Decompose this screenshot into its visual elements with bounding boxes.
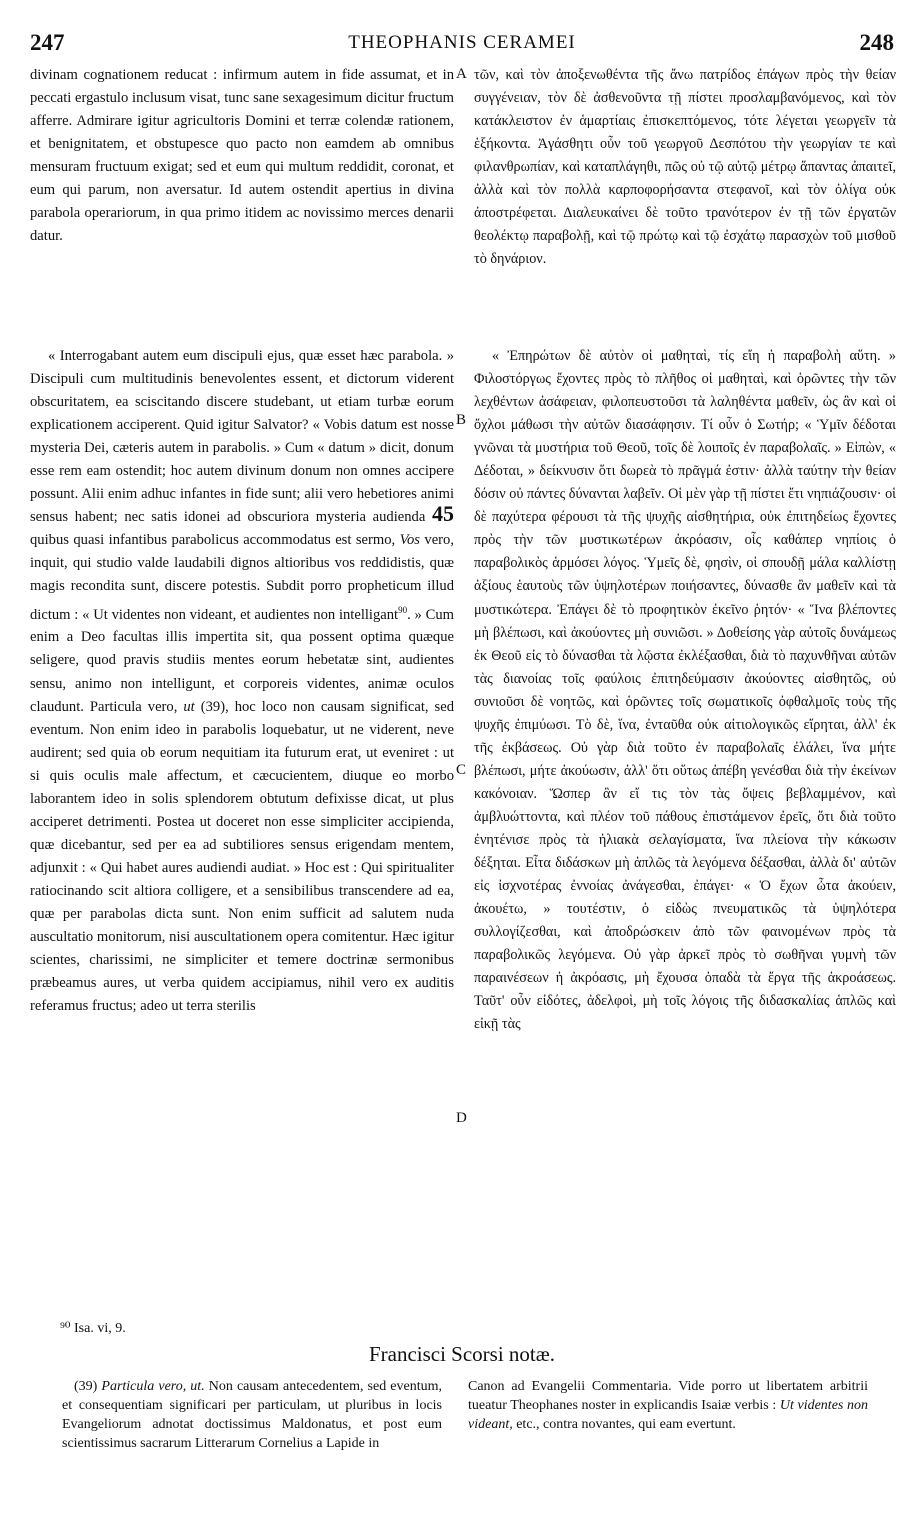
latin-text: divinam cognationem reducat : infirmum autem in fide assumat, et in peccati ergastulo inclusum visat, tunc sane sexagesimum dicitur fructum afferre. Admirare igitur agricultoris Domini et terræ colendæ rationem, et benignitatem, et obstupesce quo pacto non eamdem ab omnibus mensuram fructuum exigat; sed et eum qui multum reddidit, coronat, et eum qui parum, non aversatur. Id autem ostendit apertius in divina parabola operariorum, in qua primo itidem ac novissimo merces denarii datur. [30, 67, 454, 245]
latin-italic: Vos [399, 532, 420, 549]
notes-left-column [62, 1377, 442, 1453]
latin-text-segment: « Interrogabant autem eum discipuli ejus, quæ esset hæc parabola. » Discipuli cum multitudinis benevolentes essent, et dictorum viderent obscuritatem, ea sciscitando discere studebant, ut etiam turbæ eorum explicationem acciperent. Quid igitur Salvator? « Vobis datum est nosse mysteria Dei, cæteris autem in parabolis. » Cum « datum » dicit, donum esse rem eam ostendit; hoc autem divinum donum non omnes accipere possunt. Alii enim adhuc infantes in fide sunt; alii vero hebetiores animi sensus habent; nec satis idonei ad obscuriora mysteria audienda [30, 348, 454, 526]
latin-text-segment: . » Cum enim a Deo facultas illis impertita sit, qua possent optima quæque seligere, quod pravis studiis mentes eorum hebetatæ sint, audientes sensu, animo non intelligunt, et corporeis videntes, animæ oculos claudunt. Particula vero, [30, 606, 455, 715]
margin-letter-b: B [456, 412, 467, 428]
note-italic: Ut videntes non videant, [468, 1398, 868, 1432]
latin-text-segment: (39), hoc loco non causam significat, sed eventum. Non enim ideo in parabolis loquebatur, ut ne viderent, neve audirent; sed quia ob eorum nequitiam ita futurum erat, ut eveniret : ut si quis oculis male affectum, et cæcucientem, diuque eo morbo laborantem ideo in solis splendorem obtutum defixisse dicat, ut plus acciperet detrimenti. Postea ut doceret non esse simpliciter accipienda, quæ dicebantur, sed per ea ad subtiliores sensus erigendam mentem, adjunxit : « Qui habet aures audiendi audiat. » Hoc est : Qui spiritualiter ratiocinando scit altiora colligere, et a sensibilibus transcendere ad ea, quæ per parabolas dicta sunt. Non enim sufficit ad salutem nuda auscultatio monitorum, nisi auscultationem opera comitentur. Hæc igitur scientes, charissimi, ne simpliciter et temere doctrinæ sermonibus præbeamus aures, ut verba quidem accipiamus, nihil vero ex auditis referamus fructus; adeo ut terra sterilis [30, 698, 454, 1015]
latin-italic: ut [183, 698, 195, 715]
page-number-left: 247 [30, 30, 65, 55]
footnote-marker: 90 [398, 604, 408, 615]
note-number: (39) [74, 1379, 98, 1394]
note-text: etc., contra novantes, qui eam evertunt. [516, 1417, 736, 1432]
greek-paragraph-2 [474, 345, 896, 1036]
notes-right-column [468, 1377, 868, 1434]
margin-letter-d: D [456, 1110, 467, 1126]
note-text: Canon ad Evangelii Commentaria. Vide porro ut libertatem arbitrii tueatur Theophanes noster in explicandis Isaiæ verbis : [468, 1379, 868, 1413]
running-head [30, 30, 894, 60]
note-lemma: Particula vero, ut. [101, 1379, 205, 1394]
latin-text-segment: vero, inquit, qui studio valde laudabili dignos altioribus vos reddidistis, quæ magis recondita sunt, discere potestis. Subdit porro propheticum illud dictum : « Ut videntes non videant, et audientes non intelligant [30, 532, 454, 623]
greek-text: « Ἐπηρώτων δὲ αὐτὸν οἱ μαθηταὶ, τίς εἴη ἡ παραβολὴ αὕτη. » Φιλοστόργως ἔχοντες πρὸς τὸ πλῆθος οἱ μαθηταὶ, καὶ ὁρῶντες τὴν τῶν λεχθέντων ἀσάφειαν, φιλοπευστοῦσι τὰ λαληθέντα μαθεῖν, ὡς ἂν καὶ οἱ ὄχλοι μάθωσι τὴν αὐτῶν διασάφησιν. Τί οὖν ὁ Σωτήρ; « Ὑμῖν δέδοται γνῶναι τὰ μυστήρια τοῦ Θεοῦ, τοῖς δὲ λοιποῖς ἐν παραβολαῖς. » Εἰπὼν, « Δέδοται, » δείκνυσιν ὅτι δωρεὰ τὸ πρᾶγμά ἐστιν· ἀλλὰ ταύτην τὴν θείαν δόσιν οὐ πάντες δύνανται λαβεῖν. Οἱ μὲν γὰρ τῇ πίστει ἔτι νηπιάζουσιν· οἱ δὲ παχύτερα φέρουσι τὰ τῆς ψυχῆς αἰσθητήρια, οὐκ ἐπιτηδείως ἔχοντες πρὸς τὴν τῶν μυστικωτέρων ἀκρόασιν, οἷς καθάπερ νηπίοις ὁ παραβολικὸς ἁρμόσει λόγος. Ὑμεῖς δὲ, φησὶν, οἱ σπουδῇ μάλα καλλίστῃ ἀξίους ἑαυτοὺς τῶν ὑψηλοτέρων ποιήσαντες, δύνασθε ἂν μαθεῖν καὶ τὰ μυστικώτερα. Ἐπάγει δὲ τὸ προφητικὸν ἐκεῖνο ῥητόν· « Ἵνα βλέποντες μὴ βλέπωσι, καὶ ἀκούοντες μὴ συνιῶσι. » Δοθείσης γὰρ αὐτοῖς δυνάμεως ἐκ Θεοῦ εἰς τὸ δύνασθαι τὰ λῷστα ἐκλέξασθαι, διὰ τὸ παχυνθῆναι αὐτῶν τὰς διανοίας τοῖς φαύλοις ἐπιτηδεύμασιν ἀκούοντες αἰσθητῶς, οὐ συνιοῦσι δὲ νοητῶς, καὶ ὁρῶντες τοῖς σωματικοῖς ὀφθαλμοῖς τοὺς τῆς ψυχῆς ἐπιμύωσι. Τὸ δὲ, ἵνα, ἐνταῦθα οὐκ αἰτιολογικῶς εἴρηται, ἀλλ' ἐκ τῆς ἐκβάσεως. Οὐ γὰρ διὰ τοῦτο ἐν παραβολαῖς ἐλάλει, ἵνα μήτε βλέπωσι, μήτε ἀκούωσιν, ἀλλ' ὅτι οὕτως ἀπέβη γενέσθαι διὰ τὴν ἐκείνων κακόνοιαν. Ὥσπερ ἂν εἴ τις τὸν τὰς ὄψεις βεβλαμμένον, καὶ ἀμβλυώττοντα, καὶ πλέον τοῦ πάθους ἐπιστάμενον ἐρεῖς, ὅτι διὰ τοῦτο ἐνητένισε πρὸς τὰ ἡλιακὰ σελαγίσματα, ἵνα πλείονα τὴν κάκωσιν δέξηται. Εἶτα διδάσκων μὴ ἁπλῶς τὰ λεγόμενα δέξασθαι, ἀλλὰ δι' αὐτῶν εἰς ἰσχνοτέρας ἐννοίας ἀνάγεσθαι, ἐπάγει· « Ὁ ἔχων ὦτα ἀκούειν, ἀκουέτω, » τουτέστιν, ὁ εἰδὼς πνευματικῶς τὰ ὑψηλότερα συλλογίζεσθαι, καὶ ἀποδρώσκειν ἀπὸ τῶν φαινομένων πρὸς τὰ παραβολικῶς λεγόμενα. Οὐ γὰρ ἀρκεῖ πρὸς τὸ σωθῆναι γυμνὴ τῶν παραινέσεων ἡ ἀκρόασις, μὴ ἔχουσα ὀπαδὰ τὰ ἔργα τῆς ἀκροάσεως. Ταῦτ' οὖν εἰδότες, ἀδελφοὶ, μὴ τοῖς λόγοις τῆς διδασκαλίας ἁπλῶς καὶ εἰκῇ τὰς [474, 348, 896, 1033]
latin-paragraph-1 [30, 64, 454, 248]
latin-text-segment: quibus quasi infantibus parabolicus accommodatus est sermo, [30, 532, 396, 549]
notes-title: Francisci Scorsi notæ. [368, 1342, 556, 1366]
note-text: Non causam antecedentem, sed eventum, et consequentiam significari per particulam, ut pluribus in locis Evangeliorum adnotat doctissimus Maldonatus, et post eum scientissimus sacrarum Litterarum Cornelius a Lapide in [62, 1379, 442, 1451]
page-number-right: 248 [859, 30, 894, 55]
latin-text [30, 345, 454, 1018]
greek-text: τῶν, καὶ τὸν ἀποξενωθέντα τῆς ἄνω πατρίδος ἐπάγων πρὸς τὴν θείαν συγγένειαν, τὸν δὲ ἀσθενοῦντα τῇ πίστει προσλαμβανόμενος, καὶ τὸν κατάκλειστον ἐν ἁμαρτίαις ἐπισκεπτόμενος, τότε λέγεται γεωργεῖν τὰ ἑξήκοντα. Ἀγάσθητι οὖν τοῦ γεωργοῦ Δεσπότου τὴν γεωργίαν τε καὶ φιλανθρωπίαν, καὶ καταπλάγηθι, πῶς οὐ τῷ αὐτῷ μέτρῳ ἅπαντας ἀπαιτεῖ, ἀλλὰ καὶ τὸν πολλὰ καρποφορήσαντα στεφανοῖ, καὶ τὸν ὀλίγα οὐκ ἀποστρέφεται. Διαλευκαίνει δὲ τοῦτο τρανότερον ἐν τῇ τῶν ἐργατῶν θεολέκτῳ παραβολῇ, καὶ τῷ πρώτῳ καὶ τῷ ἐσχάτῳ παρασχὼν τοῦ μισθοῦ τὸ δηνάριον. [474, 67, 896, 268]
marginal-number: 45 [432, 501, 454, 527]
margin-letter-c: C [456, 762, 467, 778]
running-title: THEOPHANIS CERAMEI [348, 32, 576, 53]
margin-letter-a: A [456, 66, 467, 82]
footnote: ⁹⁰ Isa. vi, 9. [60, 1321, 126, 1336]
greek-paragraph-1 [474, 64, 896, 271]
latin-paragraph-2 [30, 345, 454, 1018]
